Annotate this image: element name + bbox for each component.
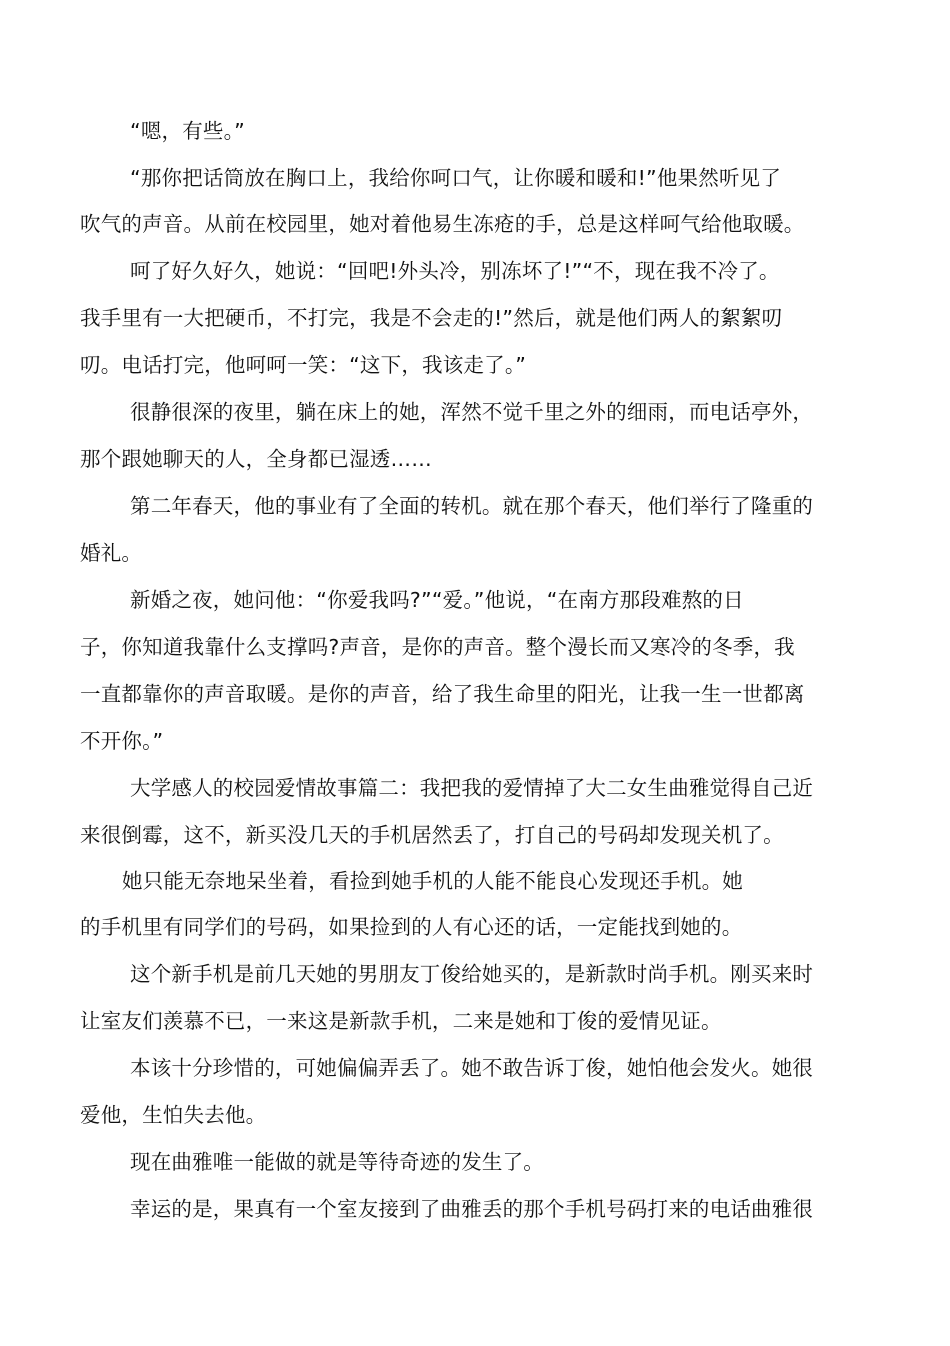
text-line: 幸运的是，果真有一个室友接到了曲雅丢的那个手机号码打来的电话曲雅很	[130, 1197, 814, 1221]
text-line: 一直都靠你的声音取暖。是你的声音，给了我生命里的阳光，让我一生一世都离	[80, 682, 805, 706]
text-line: 现在曲雅唯一能做的就是等待奇迹的发生了。	[130, 1150, 544, 1174]
text-line: 来很倒霉，这不，新买没几天的手机居然丢了，打自己的号码却发现关机了。	[80, 823, 784, 847]
text-line: 吹气的声音。从前在校园里，她对着他易生冻疮的手，总是这样呵气给他取暖。	[80, 212, 805, 236]
text-line: 的手机里有同学们的号码，如果捡到的人有心还的话，一定能找到她的。	[80, 915, 743, 939]
text-line: 本该十分珍惜的，可她偏偏弄丢了。她不敢告诉丁俊，她怕他会发火。她很	[130, 1056, 814, 1080]
text-line: 大学感人的校园爱情故事篇二：我把我的爱情掉了大二女生曲雅觉得自己近	[130, 776, 814, 800]
text-line: 不开你。”	[80, 729, 164, 753]
text-line: 让室友们羡慕不已，一来这是新款手机，二来是她和丁俊的爱情见证。	[80, 1009, 722, 1033]
text-line: 这个新手机是前几天她的男朋友丁俊给她买的，是新款时尚手机。刚买来时	[130, 962, 814, 986]
text-line: 很静很深的夜里，躺在床上的她，浑然不觉千里之外的细雨，而电话亭外，	[130, 400, 814, 424]
text-line: “嗯，有些。”	[130, 119, 245, 143]
text-line: 她只能无奈地呆坐着，看捡到她手机的人能不能良心发现还手机。她	[122, 869, 743, 893]
text-line: “那你把话筒放在胸口上，我给你呵口气，让你暖和暖和!”他果然听见了	[130, 166, 782, 190]
text-line: 我手里有一大把硬币，不打完，我是不会走的!”然后，就是他们两人的絮絮叨	[80, 306, 783, 330]
text-line: 爱他，生怕失去他。	[80, 1103, 267, 1127]
text-line: 新婚之夜，她问他：“你爱我吗?”“爱。”他说，“在南方那段难熬的日	[130, 588, 744, 612]
text-line: 那个跟她聊天的人，全身都已湿透……	[80, 447, 432, 471]
text-line: 婚礼。	[80, 541, 143, 565]
text-line: 第二年春天，他的事业有了全面的转机。就在那个春天，他们举行了隆重的	[130, 494, 814, 518]
text-line: 叨。电话打完，他呵呵一笑：“这下，我该走了。”	[80, 353, 527, 377]
text-line: 子，你知道我靠什么支撑吗?声音，是你的声音。整个漫长而又寒冷的冬季，我	[80, 635, 795, 659]
text-line: 呵了好久好久，她说：“回吧!外头冷，别冻坏了!”“不，现在我不冷了。	[130, 259, 780, 283]
